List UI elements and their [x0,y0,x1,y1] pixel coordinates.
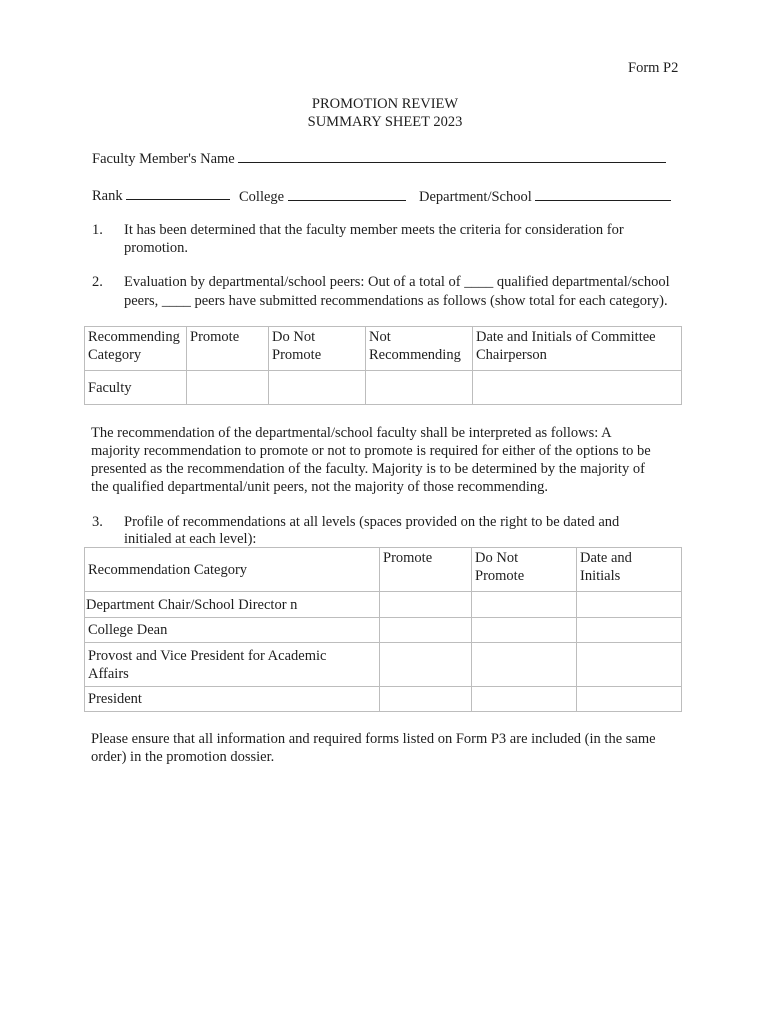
header-do-not-promote: Do Not Promote [269,327,366,371]
cell-president-do-not-promote[interactable] [472,687,577,712]
item3-line-1: Profile of recommendations at all levels (spaces provided on the right to be dated and [124,514,620,530]
cell-provost-promote[interactable] [380,643,472,687]
cell-president-promote[interactable] [380,687,472,712]
cell-dean-promote[interactable] [380,618,472,643]
footer-note-line-1: Please ensure that all information and required forms listed on Form P3 are included (in the same [91,731,656,747]
faculty-name-label: Faculty Member's Name [92,151,235,167]
footer-note-line-2: order) in the promotion dossier. [91,749,275,765]
interpretation-line-1: The recommendation of the departmental/school faculty shall be interpreted as follows: A [91,425,612,441]
interpretation-line-2: majority recommendation to promote or not to promote is required for either of the options to be [91,443,651,459]
header-date-initials-chair: Date and Initials of Committee Chairperson [473,327,682,371]
header-not-recommending: Not Recommending [366,327,473,371]
interpretation-line-4: the qualified departmental/unit peers, not the majority of those recommending. [91,479,549,495]
item3-line-2: initialed at each level): [124,531,257,547]
peer-evaluation-table [84,326,682,405]
cell-provost-do-not-promote[interactable] [472,643,577,687]
table-row [85,687,682,712]
item2-number: 2. [92,274,103,290]
college-label: College [239,189,285,205]
rank-label: Rank [92,188,123,204]
table-row [85,592,682,618]
cell-provost-date-initials[interactable] [577,643,682,687]
cell-faculty-do-not-promote[interactable] [269,371,366,405]
row-label-president: President [85,687,380,712]
row-label-college-dean: College Dean [85,618,380,643]
rank-field [92,185,230,205]
table-row [85,618,682,643]
item1-number: 1. [92,222,103,238]
rank-blank[interactable] [126,185,230,200]
header-date-initials: Date and Initials [577,548,682,592]
item2-line-2: peers, ____ peers have submitted recommendations as follows (show total for each category). [124,293,668,309]
department-blank[interactable] [535,186,671,201]
header-recommending-category: Recommending Category [85,327,187,371]
faculty-name-field [92,148,666,168]
row-label-provost: Provost and Vice President for Academic Affairs [85,643,380,687]
item2-line-1: Evaluation by departmental/school peers: Out of a total of ____ qualified departmental/school [124,274,670,290]
cell-dean-date-initials[interactable] [577,618,682,643]
header-promote: Promote [187,327,269,371]
row-label-department-chair: Department Chair/School Director n [85,592,380,618]
cell-faculty-promote[interactable] [187,371,269,405]
department-label: Department/School [419,189,532,205]
college-blank[interactable] [288,186,406,201]
cell-faculty-date-initials[interactable] [473,371,682,405]
cell-chair-promote[interactable] [380,592,472,618]
item1-line-2: promotion. [124,240,189,256]
header-promote: Promote [380,548,472,592]
table-row [85,643,682,687]
header-recommendation-category: Recommendation Category [85,548,380,592]
college-field [239,186,406,206]
title-line-1: PROMOTION REVIEW [311,96,459,112]
header-do-not-promote: Do Not Promote [472,548,577,592]
item1-line-1: It has been determined that the faculty member meets the criteria for consideration for [124,222,624,238]
faculty-name-blank[interactable] [238,148,666,163]
title-line-2: SUMMARY SHEET 2023 [307,114,463,130]
cell-chair-do-not-promote[interactable] [472,592,577,618]
cell-chair-date-initials[interactable] [577,592,682,618]
table-header-row [85,327,682,371]
cell-faculty-not-recommending[interactable] [366,371,473,405]
interpretation-line-3: presented as the recommendation of the faculty. Majority is to be determined by the majority of [91,461,645,477]
table-header-row [85,548,682,592]
cell-dean-do-not-promote[interactable] [472,618,577,643]
form-id: Form P2 [628,60,679,76]
recommendation-profile-table [84,547,682,712]
table-row [85,371,682,405]
row-label-faculty: Faculty [85,371,187,405]
cell-president-date-initials[interactable] [577,687,682,712]
item3-number: 3. [92,514,103,530]
department-field [419,186,671,206]
